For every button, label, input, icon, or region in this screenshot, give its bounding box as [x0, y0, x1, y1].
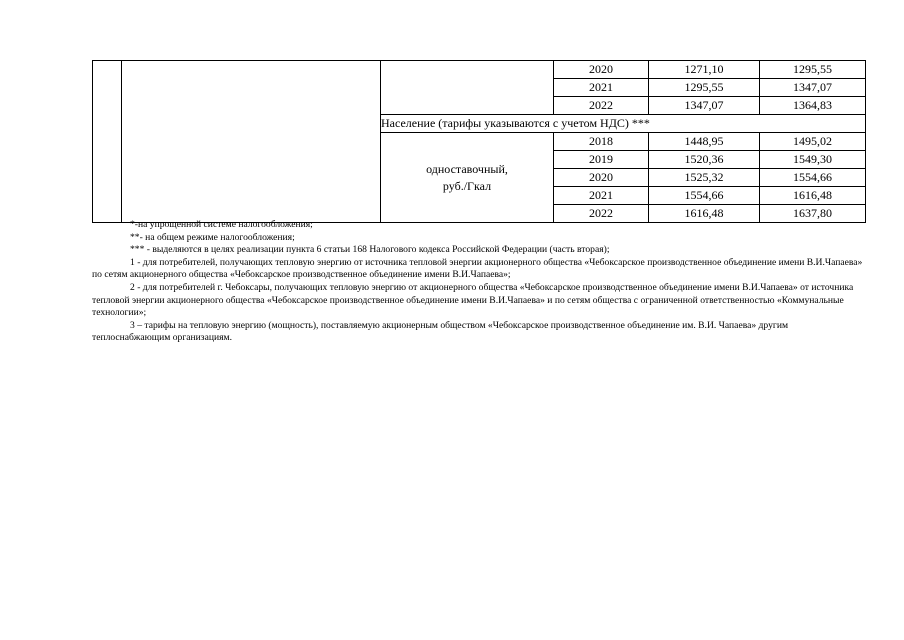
- footnote-1: 1 - для потребителей, получающих тепловую энергию от источника тепловой энергии акционерного общества «Чебоксарское производственное объединение имени В.И.Чапаева» по сетям акционерного общества «Чебоксарское производственное объединение имени В.И.Чапаева»;: [92, 256, 863, 281]
- footnotes: [92, 219, 868, 345]
- tariff-second-half-cell: 1637,80: [760, 205, 866, 223]
- year-cell: 2020: [554, 169, 649, 187]
- section-header: Население (тарифы указываются с учетом НДС) ***: [381, 115, 866, 133]
- tariff-first-half-cell: 1525,32: [649, 169, 760, 187]
- year-cell: 2022: [554, 97, 649, 115]
- tariff-first-half-cell: 1347,07: [649, 97, 760, 115]
- year-cell: 2020: [554, 61, 649, 79]
- footnote-2: 2 - для потребителей г. Чебоксары, получающих тепловую энергию от акционерного общества «Чебоксарское производственное объединение имени В.И.Чапаева» от источника тепловой энергии акционерного общества «Чебоксарское производственное объединение имени В.И.Чапаева» и по сетям общества с ограниченной ответственностью «Коммунальные технологии»;: [92, 281, 854, 319]
- tariff-first-half-cell: 1295,55: [649, 79, 760, 97]
- year-cell: 2022: [554, 205, 649, 223]
- table-row: [93, 61, 866, 79]
- year-cell: 2021: [554, 187, 649, 205]
- tariff-type-cell: [381, 133, 554, 223]
- tariff-type-label: [381, 161, 553, 195]
- tariff-first-half-cell: 1520,36: [649, 151, 760, 169]
- footnote-3: 3 – тарифы на тепловую энергию (мощность), поставляемую акционерным обществом «Чебоксарское производственное объединение им. В.И. Чапаева» другим теплоснабжающим организациям.: [92, 319, 789, 344]
- tariff-second-half-cell: 1364,83: [760, 97, 866, 115]
- tariff-second-half-cell: 1295,55: [760, 61, 866, 79]
- tariff-second-half-cell: 1495,02: [760, 133, 866, 151]
- footnote-simplified-tax: *-на упрощенной системе налогообложения;: [130, 219, 313, 230]
- organization-name-cell: [122, 61, 381, 223]
- footnote-vat: *** - выделяются в целях реализации пункта 6 статьи 168 Налогового кодекса Российской Федерации (часть вторая);: [130, 244, 610, 256]
- tariff-table: [92, 60, 866, 223]
- tariff-first-half-cell: 1271,10: [649, 61, 760, 79]
- row-number-cell: [93, 61, 122, 223]
- tariff-type-cell: [381, 61, 554, 115]
- tariff-type-line2: руб./Гкал: [442, 178, 492, 193]
- tariff-second-half-cell: 1554,66: [760, 169, 866, 187]
- year-cell: 2019: [554, 151, 649, 169]
- tariff-first-half-cell: 1554,66: [649, 187, 760, 205]
- tariff-type-line1: одноставочный,: [426, 161, 508, 176]
- tariff-second-half-cell: 1347,07: [760, 79, 866, 97]
- tariff-second-half-cell: 1616,48: [760, 187, 866, 205]
- year-cell: 2021: [554, 79, 649, 97]
- tariff-first-half-cell: 1616,48: [649, 205, 760, 223]
- footnote-general-tax: **- на общем режиме налогообложения;: [130, 231, 295, 243]
- tariff-second-half-cell: 1549,30: [760, 151, 866, 169]
- year-cell: 2018: [554, 133, 649, 151]
- tariff-first-half-cell: 1448,95: [649, 133, 760, 151]
